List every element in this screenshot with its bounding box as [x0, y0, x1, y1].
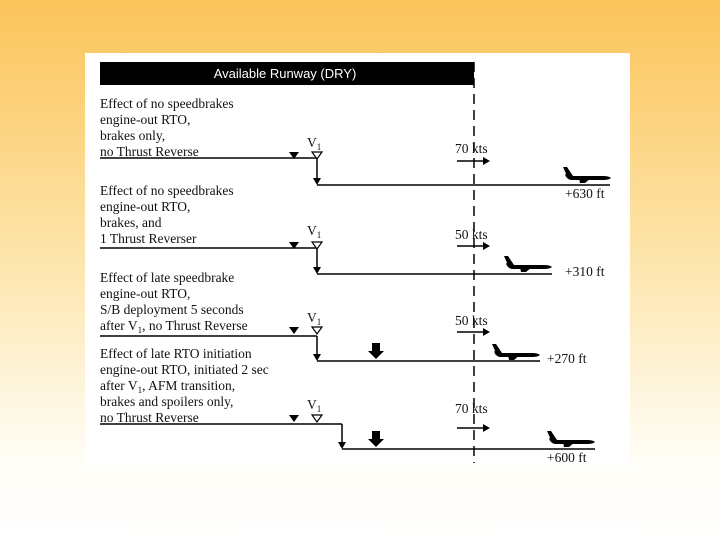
case-2-speed-label: 50 kts — [455, 227, 488, 242]
case-1-v1-label: $V_1$ — [307, 135, 322, 152]
rto-runway-diagram — [85, 53, 630, 466]
case-2-excess-distance: +310 ft — [565, 264, 605, 279]
case-4-excess-distance: +600 ft — [547, 450, 587, 465]
case-1-airplane-icon — [563, 167, 611, 183]
case-1-speed-label: 70 kts — [455, 141, 488, 156]
case-4 — [100, 346, 595, 465]
case-4-speed-arrowhead — [483, 424, 490, 432]
case-4-decision-marker — [289, 415, 299, 422]
case-3-decision-marker — [289, 327, 299, 334]
case-1-excess-distance: +630 ft — [565, 186, 605, 201]
case-2-speed-arrowhead — [483, 242, 490, 250]
case-2-description: Effect of no speedbrakes engine-out RTO, brakes, and 1 Thrust Reverser — [100, 183, 234, 246]
case-3-excess-distance: +270 ft — [547, 351, 587, 366]
case-4-speedbrake-deploy-arrow — [368, 431, 384, 447]
case-3-v1-label: $V_1$ — [307, 310, 322, 327]
case-3-speed-arrowhead — [483, 328, 490, 336]
case-4-description: Effect of late RTO initiation engine-out RTO, initiated 2 sec after $V_1$, AFM transition, brakes and spoilers only, no Thrust Reverse — [100, 346, 269, 425]
case-4-speed-label: 70 kts — [455, 401, 488, 416]
runway-header-title: Available Runway (DRY) — [213, 66, 357, 81]
case-4-airplane-icon — [547, 431, 595, 447]
case-3-speed-label: 50 kts — [455, 313, 488, 328]
case-1-speed-arrowhead — [483, 157, 490, 165]
diagram-panel — [85, 53, 630, 466]
case-4-step-arrow — [338, 442, 346, 449]
case-4-v1-marker — [312, 415, 322, 422]
case-1-description: Effect of no speedbrakes engine-out RTO, brakes only, no Thrust Reverse — [100, 96, 234, 159]
case-1-step-arrow — [313, 178, 321, 185]
case-3-v1-marker — [312, 327, 322, 334]
case-2-v1-label: $V_1$ — [307, 223, 322, 240]
case-3-description: Effect of late speedbrake engine-out RTO, S/B deployment 5 seconds after $V_1$, no Thrust Reverse — [100, 270, 248, 335]
case-3-speedbrake-deploy-arrow — [368, 343, 384, 359]
case-4-v1-label: $V_1$ — [307, 397, 322, 414]
case-3-step-arrow — [313, 354, 321, 361]
case-2 — [100, 183, 605, 279]
case-2-step-arrow — [313, 267, 321, 274]
case-2-airplane-icon — [504, 256, 552, 272]
case-3-airplane-icon — [492, 344, 540, 360]
